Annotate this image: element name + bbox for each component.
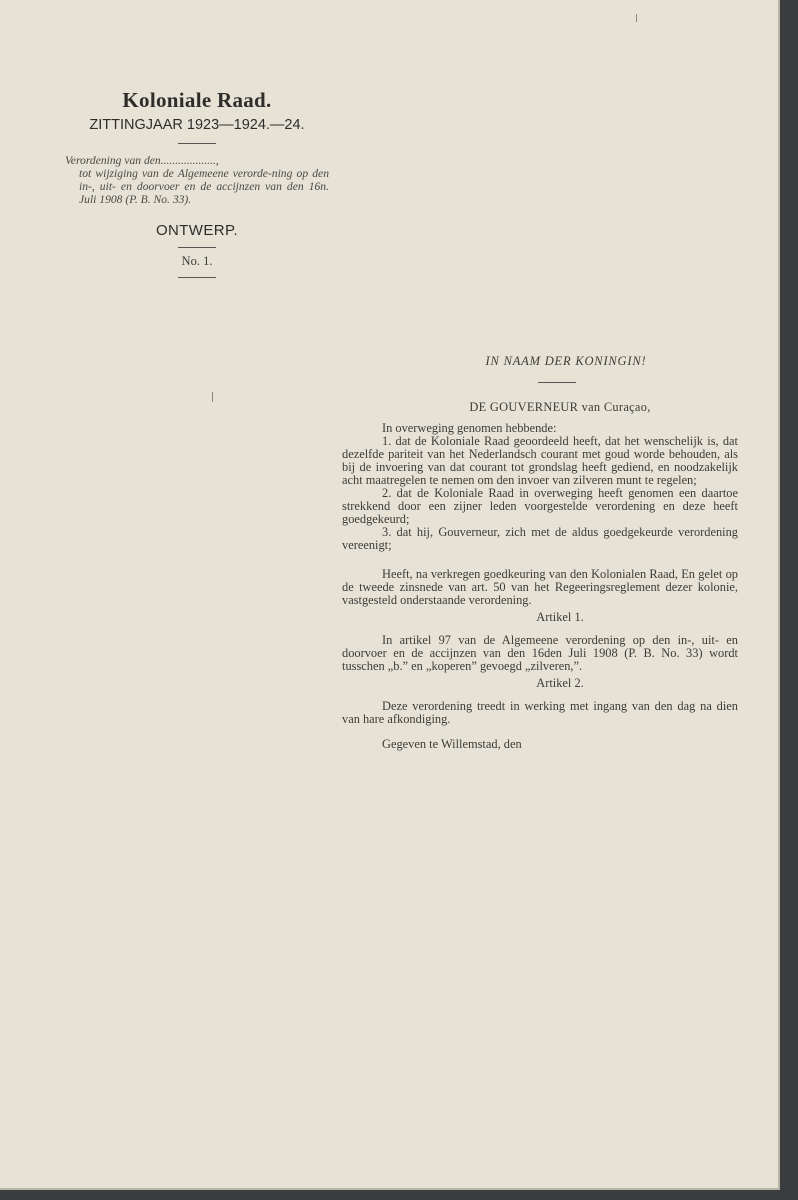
article-1-text: In artikel 97 van de Algemeene verordening op den in-, uit- en doorvoer en de accijnzen van den 16den Juli 1908 (P. B. No. 33) wordt tusschen „b.” en „koperen” gevoegd „zilveren,”. (342, 633, 738, 673)
article-1-heading: Artikel 1. (536, 610, 584, 624)
governor-heading: DE GOUVERNEUR van Curaçao, (469, 400, 651, 414)
consideration-2: 2. dat de Koloniale Raad in overweging heeft genomen een daartoe strekkend door een zijner leden voorgestelde verordening en deze heeft goedgekeurd; (342, 486, 738, 526)
divider (178, 277, 216, 278)
draft-label: ONTWERP. (155, 222, 239, 239)
paper-speck (636, 14, 637, 22)
divider (178, 143, 216, 144)
session-year: ZITTINGJAAR 1923—1924.—24. (89, 117, 305, 133)
subject-line-1: Verordening van den..................., (65, 154, 219, 167)
consideration-3: 3. dat hij, Gouverneur, zich met de aldus goedgekeurde verordening vereenigt; (342, 525, 738, 552)
enactment-paragraph: Heeft, na verkregen goedkeuring van den Kolonialen Raad, En gelet op de tweede zinsnede van art. 50 van het Regeeringsreglement dezer kolonie, vastgesteld onderstaande verordening. (342, 567, 738, 607)
subject-line-rest: tot wijziging van de Algemeene verorde-ning op den in-, uit- en doorvoer en de accijnzen van den 16n. Juli 1908 (P. B. No. 33). (79, 167, 329, 206)
divider (178, 247, 216, 248)
document-number: No. 1. (181, 254, 213, 268)
header-block (62, 88, 332, 288)
article-2-heading: Artikel 2. (536, 676, 584, 690)
document-title: Koloniale Raad. (122, 88, 272, 112)
divider (538, 382, 576, 383)
article-2-text: Deze verordening treedt in werking met ingang van den dag na dien van hare afkondiging. (342, 699, 738, 726)
ordinance-body (342, 355, 738, 751)
paper-speck (212, 392, 213, 402)
royal-heading: IN NAAM DER KONINGIN! (485, 354, 647, 368)
given-at-line: Gegeven te Willemstad, den (382, 737, 522, 751)
subject-description (65, 154, 329, 206)
considering-line: In overweging genomen hebbende: (382, 421, 557, 435)
consideration-1: 1. dat de Koloniale Raad geoordeeld heeft, dat het wenschelijk is, dat dezelfde pariteit van het Nederlandsch courant met goud worde behouden, als bij de invoering van dat courant tot grondslag heeft gediend, en noodzakelijk acht maatregelen te nemen om den invoer van zilveren munt te regelen; (342, 434, 738, 487)
